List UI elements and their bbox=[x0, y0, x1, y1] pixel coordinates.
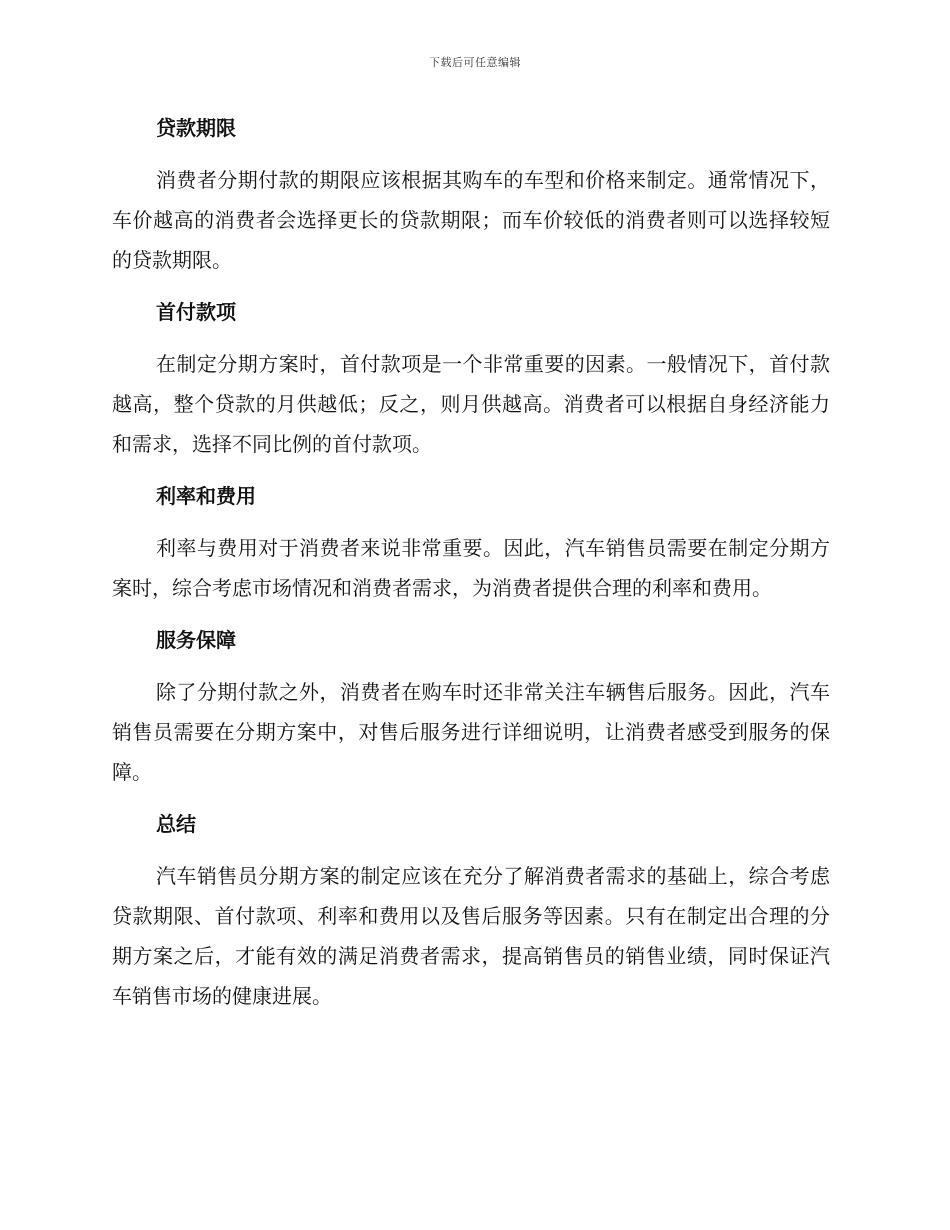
section-heading: 总结 bbox=[156, 812, 196, 836]
section-paragraph: 在制定分期方案时，首付款项是一个非常重要的因素。一般情况下，首付款越高，整个贷款的月供越低；反之，则月供越高。消费者可以根据自身经济能力和需求，选择不同比例的首付款项。 bbox=[112, 352, 830, 456]
section-loan-term bbox=[112, 108, 830, 280]
page-header: 下载后可任意编辑 bbox=[429, 56, 521, 69]
section-paragraph: 消费者分期付款的期限应该根据其购车的车型和价格来制定。通常情况下，车价越高的消费者会选择更长的贷款期限；而车价较低的消费者则可以选择较短的贷款期限。 bbox=[112, 168, 830, 272]
section-interest-fees bbox=[112, 476, 830, 608]
section-paragraph: 利率与费用对于消费者来说非常重要。因此，汽车销售员需要在制定分期方案时，综合考虑市场情况和消费者需求，为消费者提供合理的利率和费用。 bbox=[112, 536, 830, 600]
section-heading: 首付款项 bbox=[156, 300, 236, 324]
document-body bbox=[112, 108, 830, 1028]
section-heading: 贷款期限 bbox=[156, 116, 236, 140]
section-service-guarantee bbox=[112, 620, 830, 792]
section-heading: 利率和费用 bbox=[156, 484, 256, 508]
section-heading: 服务保障 bbox=[156, 628, 236, 652]
section-down-payment bbox=[112, 292, 830, 464]
section-paragraph: 汽车销售员分期方案的制定应该在充分了解消费者需求的基础上，综合考虑贷款期限、首付款项、利率和费用以及售后服务等因素。只有在制定出合理的分期方案之后，才能有效的满足消费者需求，提高销售员的销售业绩，同时保证汽车销售市场的健康进展。 bbox=[112, 864, 830, 1008]
section-paragraph: 除了分期付款之外，消费者在购车时还非常关注车辆售后服务。因此，汽车销售员需要在分期方案中，对售后服务进行详细说明，让消费者感受到服务的保障。 bbox=[112, 680, 830, 784]
section-summary bbox=[112, 804, 830, 1016]
